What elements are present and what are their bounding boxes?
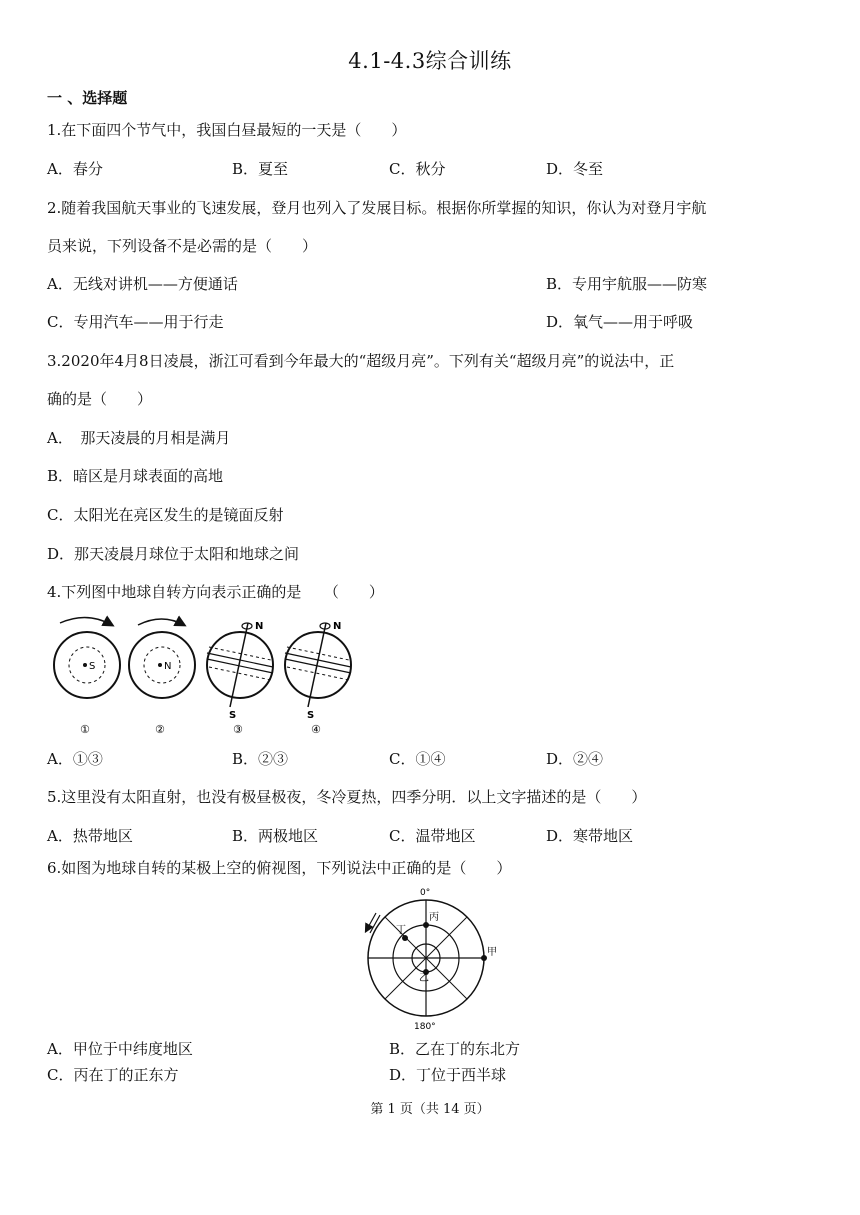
label-jia: 甲 [487,947,497,958]
polar-view-figure [358,883,503,1033]
q6-option-a[interactable]: A．甲位于中纬度地区 [47,1040,193,1058]
label-0-degree: 0° [420,888,431,898]
question-6-stem: 6.如图为地球自转的某极上空的俯视图，下列说法中正确的是（ ） [47,859,512,877]
q4-option-a[interactable]: A．①③ [47,750,103,768]
q5-option-a[interactable]: A．热带地区 [47,827,133,845]
q3-option-b[interactable]: B．暗区是月球表面的高地 [47,467,224,485]
rotation-figure [50,615,360,740]
caption-3: ③ [233,723,243,736]
q6-option-b[interactable]: B．乙在丁的东北方 [389,1040,521,1058]
q5-option-b[interactable]: B．两极地区 [232,827,319,845]
q2-option-c[interactable]: C．专用汽车——用于行走 [47,313,224,331]
q3-option-a[interactable]: A． 那天凌晨的月相是满月 [47,429,231,447]
q2-option-d[interactable]: D．氧气——用于呼吸 [546,313,694,331]
caption-2: ② [155,723,165,736]
label-bing: 丙 [429,912,439,923]
q4-option-c[interactable]: C．①④ [389,750,446,768]
q5-option-d[interactable]: D．寒带地区 [546,827,634,845]
caption-1: ① [80,723,90,736]
fig3-n-label: N [255,621,264,632]
q3-option-c[interactable]: C．太阳光在亮区发生的是镜面反射 [47,506,284,524]
q1-option-d[interactable]: D．冬至 [546,160,604,178]
page-footer: 第 1 页（共 14 页） [370,1102,490,1117]
page-title: 4.1-4.3综合训练 [348,49,512,73]
caption-4: ④ [311,723,321,736]
q6-option-c[interactable]: C．丙在丁的正东方 [47,1066,179,1084]
question-3-stem-line1: 3.2020年4月8日凌晨，浙江可看到今年最大的“超级月亮”。下列有关“超级月亮”的说法中，正 [47,352,675,370]
question-2-stem-line1: 2.随着我国航天事业的飞速发展，登月也列入了发展目标。根据你所掌握的知识，你认为对登月宇航 [47,199,707,217]
question-4-stem: 4.下列图中地球自转方向表示正确的是 （ ） [47,583,384,601]
q6-option-d[interactable]: D．丁位于西半球 [389,1066,507,1084]
q1-option-a[interactable]: A．春分 [47,160,103,178]
fig4-s-label: S [307,710,315,721]
question-1-stem: 1.在下面四个节气中，我国白昼最短的一天是（ ） [47,121,407,139]
q5-option-c[interactable]: C．温带地区 [389,827,476,845]
q4-option-b[interactable]: B．②③ [232,750,289,768]
fig4-n-label: N [333,621,342,632]
section-heading: 一 、选择题 [47,89,128,107]
fig3-s-label: S [229,710,237,721]
fig2-n-label: N [164,661,172,672]
fig1-s-label: S [89,661,96,672]
question-3-stem-line2: 确的是（ ） [47,390,153,408]
q2-option-b[interactable]: B．专用宇航服——防寒 [546,275,708,293]
figure-2-south-view [129,619,195,698]
q2-option-a[interactable]: A．无线对讲机——方便通话 [47,275,238,293]
label-180-degree: 180° [414,1022,436,1032]
label-yi: 乙 [419,973,429,984]
figure-3-side-view [207,621,273,721]
question-2-stem-line2: 员来说，下列设备不是必需的是（ ） [47,237,318,255]
label-ding: 丁 [396,925,406,936]
figure-4-side-view [285,621,351,721]
q3-option-d[interactable]: D．那天凌晨月球位于太阳和地球之间 [47,545,300,563]
q4-option-d[interactable]: D．②④ [546,750,604,768]
question-5-stem: 5.这里没有太阳直射，也没有极昼极夜，冬冷夏热，四季分明．以上文字描述的是（ ） [47,788,647,806]
figure-1-north-view [54,617,120,698]
q1-option-c[interactable]: C．秋分 [389,160,446,178]
q1-option-b[interactable]: B．夏至 [232,160,289,178]
